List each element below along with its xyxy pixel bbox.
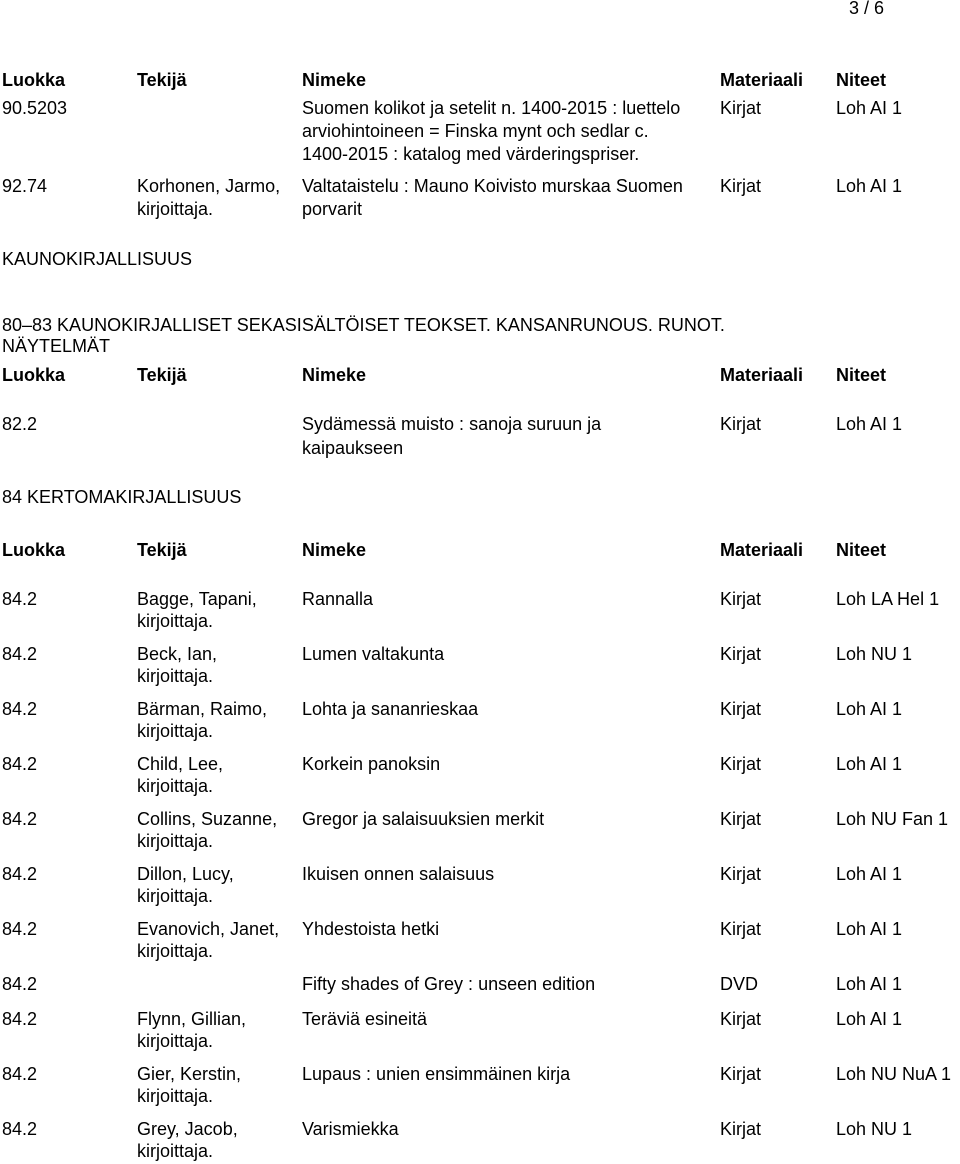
row-tekija: Dillon, Lucy, bbox=[137, 864, 234, 884]
section-heading: KAUNOKIRJALLISUUS bbox=[2, 249, 193, 269]
col-materiaali: Materiaali bbox=[720, 365, 804, 385]
row-nimeke: Rannalla bbox=[302, 589, 374, 609]
row-nimeke: Korkein panoksin bbox=[302, 754, 441, 774]
row-nimeke: Valtataistelu : Mauno Koivisto murskaa Suomen bbox=[302, 176, 683, 196]
row-nimeke: Varismiekka bbox=[302, 1119, 399, 1139]
row-tekija: kirjoittaja. bbox=[137, 611, 214, 631]
row-tekija: Flynn, Gillian, bbox=[137, 1009, 247, 1029]
row-materiaali: Kirjat bbox=[720, 98, 762, 118]
row-nimeke: Lupaus : unien ensimmäinen kirja bbox=[302, 1064, 571, 1084]
row-niteet: Loh AI 1 bbox=[836, 754, 903, 774]
row-niteet: Loh NU NuA 1 bbox=[836, 1064, 952, 1084]
row-tekija: kirjoittaja. bbox=[137, 721, 214, 741]
row-niteet: Loh AI 1 bbox=[836, 414, 903, 434]
row-tekija: Evanovich, Janet, bbox=[137, 919, 280, 939]
row-materiaali: Kirjat bbox=[720, 1119, 762, 1139]
row-materiaali: Kirjat bbox=[720, 919, 762, 939]
col-materiaali: Materiaali bbox=[720, 70, 804, 90]
section-heading: 84 KERTOMAKIRJALLISUUS bbox=[2, 487, 242, 507]
row-tekija: kirjoittaja. bbox=[137, 1086, 214, 1106]
row-luokka: 84.2 bbox=[2, 699, 38, 719]
row-materiaali: Kirjat bbox=[720, 754, 762, 774]
row-materiaali: Kirjat bbox=[720, 809, 762, 829]
row-tekija: Beck, Ian, bbox=[137, 644, 218, 664]
row-tekija: kirjoittaja. bbox=[137, 776, 214, 796]
row-luokka: 84.2 bbox=[2, 1064, 38, 1084]
row-materiaali: Kirjat bbox=[720, 864, 762, 884]
row-niteet: Loh NU 1 bbox=[836, 1119, 913, 1139]
row-tekija: kirjoittaja. bbox=[137, 666, 214, 686]
page-number: 3 / 6 bbox=[849, 0, 885, 18]
row-materiaali: Kirjat bbox=[720, 1009, 762, 1029]
col-luokka: Luokka bbox=[2, 70, 66, 90]
row-materiaali: Kirjat bbox=[720, 414, 762, 434]
row-luokka: 84.2 bbox=[2, 919, 38, 939]
row-materiaali: Kirjat bbox=[720, 176, 762, 196]
row-tekija: Korhonen, Jarmo, bbox=[137, 176, 281, 196]
row-luokka: 90.5203 bbox=[2, 98, 68, 118]
row-niteet: Loh AI 1 bbox=[836, 919, 903, 939]
row-nimeke: Teräviä esineitä bbox=[302, 1009, 428, 1029]
row-nimeke: Lohta ja sananrieskaa bbox=[302, 699, 479, 719]
row-luokka: 92.74 bbox=[2, 176, 48, 196]
row-niteet: Loh AI 1 bbox=[836, 699, 903, 719]
row-tekija: Gier, Kerstin, bbox=[137, 1064, 242, 1084]
col-luokka: Luokka bbox=[2, 365, 66, 385]
row-tekija: kirjoittaja. bbox=[137, 831, 214, 851]
row-luokka: 84.2 bbox=[2, 1009, 38, 1029]
row-tekija: Collins, Suzanne, bbox=[137, 809, 278, 829]
row-niteet: Loh LA Hel 1 bbox=[836, 589, 940, 609]
row-nimeke: Lumen valtakunta bbox=[302, 644, 445, 664]
row-materiaali: Kirjat bbox=[720, 589, 762, 609]
row-nimeke: Fifty shades of Grey : unseen edition bbox=[302, 974, 596, 994]
row-tekija: Child, Lee, bbox=[137, 754, 224, 774]
subsection-heading: NÄYTELMÄT bbox=[2, 336, 111, 356]
row-luokka: 84.2 bbox=[2, 754, 38, 774]
row-nimeke: Suomen kolikot ja setelit n. 1400-2015 : luettelo bbox=[302, 98, 681, 118]
row-luokka: 82.2 bbox=[2, 414, 38, 434]
row-nimeke: porvarit bbox=[302, 199, 363, 219]
col-nimeke: Nimeke bbox=[302, 70, 367, 90]
row-luokka: 84.2 bbox=[2, 809, 38, 829]
row-nimeke: arviohintoineen = Finska mynt och sedlar c. bbox=[302, 121, 649, 141]
row-tekija: Bagge, Tapani, bbox=[137, 589, 257, 609]
row-niteet: Loh AI 1 bbox=[836, 98, 903, 118]
col-tekija: Tekijä bbox=[137, 365, 187, 385]
row-tekija: Grey, Jacob, bbox=[137, 1119, 238, 1139]
row-materiaali: Kirjat bbox=[720, 644, 762, 664]
row-niteet: Loh AI 1 bbox=[836, 974, 903, 994]
row-tekija: kirjoittaja. bbox=[137, 1141, 214, 1161]
col-nimeke: Nimeke bbox=[302, 365, 367, 385]
col-tekija: Tekijä bbox=[137, 70, 187, 90]
row-niteet: Loh AI 1 bbox=[836, 176, 903, 196]
row-nimeke: Gregor ja salaisuuksien merkit bbox=[302, 809, 545, 829]
row-materiaali: Kirjat bbox=[720, 1064, 762, 1084]
col-niteet: Niteet bbox=[836, 70, 887, 90]
row-tekija: kirjoittaja. bbox=[137, 1031, 214, 1051]
row-tekija: Bärman, Raimo, bbox=[137, 699, 268, 719]
row-materiaali: Kirjat bbox=[720, 699, 762, 719]
col-materiaali: Materiaali bbox=[720, 540, 804, 560]
col-niteet: Niteet bbox=[836, 365, 887, 385]
row-niteet: Loh AI 1 bbox=[836, 1009, 903, 1029]
row-luokka: 84.2 bbox=[2, 864, 38, 884]
row-nimeke: kaipaukseen bbox=[302, 438, 404, 458]
row-tekija: kirjoittaja. bbox=[137, 199, 214, 219]
row-niteet: Loh NU Fan 1 bbox=[836, 809, 949, 829]
row-niteet: Loh AI 1 bbox=[836, 864, 903, 884]
row-nimeke: 1400-2015 : katalog med värderingspriser. bbox=[302, 144, 640, 164]
row-luokka: 84.2 bbox=[2, 974, 38, 994]
row-nimeke: Yhdestoista hetki bbox=[302, 919, 440, 939]
col-luokka: Luokka bbox=[2, 540, 66, 560]
row-tekija: kirjoittaja. bbox=[137, 941, 214, 961]
row-nimeke: Ikuisen onnen salaisuus bbox=[302, 864, 495, 884]
row-luokka: 84.2 bbox=[2, 589, 38, 609]
row-niteet: Loh NU 1 bbox=[836, 644, 913, 664]
col-tekija: Tekijä bbox=[137, 540, 187, 560]
row-nimeke: Sydämessä muisto : sanoja suruun ja bbox=[302, 414, 602, 434]
col-nimeke: Nimeke bbox=[302, 540, 367, 560]
row-tekija: kirjoittaja. bbox=[137, 886, 214, 906]
row-luokka: 84.2 bbox=[2, 644, 38, 664]
row-luokka: 84.2 bbox=[2, 1119, 38, 1139]
row-materiaali: DVD bbox=[720, 974, 759, 994]
subsection-heading: 80–83 KAUNOKIRJALLISET SEKASISÄLTÖISET TEOKSET. KANSANRUNOUS. RUNOT. bbox=[2, 315, 725, 335]
col-niteet: Niteet bbox=[836, 540, 887, 560]
